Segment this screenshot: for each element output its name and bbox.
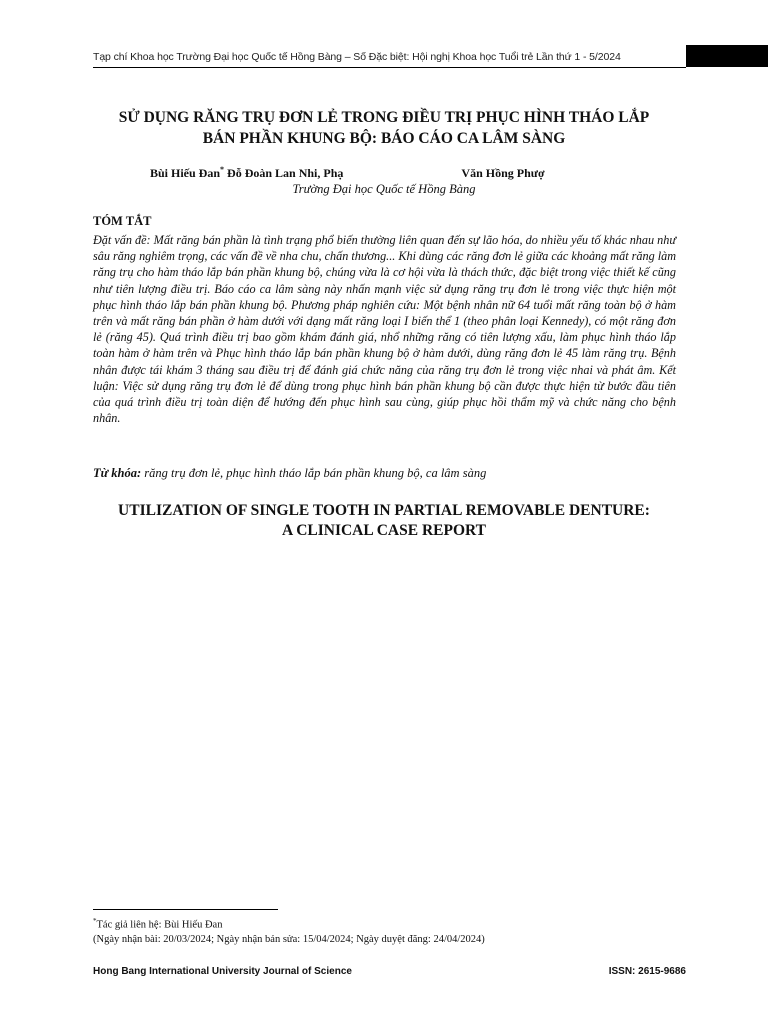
abstract-heading: TÓM TẮT [93, 214, 152, 228]
keywords [93, 466, 676, 481]
header-rule [93, 67, 686, 68]
article-title-english [60, 501, 708, 541]
footer-issn: ISSN: 2615-9686 [608, 966, 686, 977]
corresponding-author-text: Tác giả liên hệ: Bùi Hiếu Đan [96, 919, 223, 931]
corresponding-author-note [93, 914, 485, 933]
author-4: Văn Hồng Phượ [461, 166, 545, 180]
title-vn-line-1: SỬ DỤNG RĂNG TRỤ ĐƠN LẺ TRONG ĐIỀU TRỊ PHỤC HÌNH THÁO LẮP [118, 109, 650, 126]
header-black-tab [686, 45, 768, 67]
submission-dates: (Ngày nhận bài: 20/03/2024; Ngày nhận bản sửa: 15/04/2024; Ngày duyệt đăng: 24/04/2024) [93, 933, 485, 945]
author-2-3: Đỗ Đoàn Lan Nhi, Phạ [227, 166, 344, 180]
footnote [93, 914, 485, 947]
affiliation: Trường Đại học Quốc tế Hồng Bàng [292, 182, 476, 196]
abstract-body: Đặt vấn đề: Mất răng bán phần là tình trạng phổ biến thường liên quan đến sự lão hóa, do nhiều yếu tố khác nhau như sâu răng nghiêm trọng, các vấn đề về nha chu, chấn thương... Khi dùng các răng đơn lẻ giữa các khoảng mất răng làm răng trụ cho hàm tháo lắp bán phần khung bộ, chúng vừa là cơ hội vừa là thách thức, đặc biệt trong việc thiết kế cũng như tiên lượng điều trị. Báo cáo ca lâm sàng này nhấn mạnh việc sử dụng răng trụ đơn lẻ trong việc thực hiện một phục hình tháo lắp bán phần khung bộ. Phương pháp nghiên cứu: Một bệnh nhân nữ 64 tuổi mất răng toàn bộ ở hàm trên và mất răng bán phần ở hàm dưới với dạng mất răng loại I biến thể 1 (theo phân loại Kennedy), có một răng đơn lẻ (răng 45). Quá trình điều trị bao gồm khám đánh giá, nhổ những răng có tiên lượng xấu, làm phục hình tháo lắp toàn hàm ở hàm trên và Phục hình tháo lắp bán phần khung bộ ở hàm dưới, dùng răng đơn lẻ 45 làm răng trụ. Bệnh nhân được tái khám 3 tháng sau điều trị để đánh giá chức năng của răng trụ đơn lẻ trong việc nhai và phát âm. Kết luận: Việc sử dụng răng trụ đơn lẻ để dùng trong phục hình bán phần khung bộ cần được thực hiện từ bước đầu tiên của quá trình điều trị toàn diện để hướng đến phục hình sau cùng, giúp phục hồi thẩm mỹ và chức năng cho bệnh nhân. [93, 233, 676, 426]
author-list [150, 165, 545, 181]
journal-running-header: Tạp chí Khoa học Trường Đại học Quốc tế Hồng Bàng – Số Đặc biệt: Hội nghị Khoa học Tuổi trẻ Lần thứ 1 - 5/2024 [93, 51, 621, 63]
footnote-mark: * [93, 917, 97, 925]
footer-journal-name: Hong Bang International University Journal of Science [93, 966, 352, 977]
author-1: Bùi Hiếu Đan [150, 166, 221, 180]
article-title-vietnamese [60, 107, 708, 149]
keywords-label: Từ khóa: [93, 466, 142, 480]
corresponding-author-mark: * [220, 165, 225, 174]
title-vn-line-2: BÁN PHẦN KHUNG BỘ: BÁO CÁO CA LÂM SÀNG [202, 130, 566, 147]
footnote-rule [93, 909, 278, 910]
title-en-line-1: UTILIZATION OF SINGLE TOOTH IN PARTIAL REMOVABLE DENTURE: [118, 502, 650, 519]
keywords-text: răng trụ đơn lẻ, phục hình tháo lắp bán phần khung bộ, ca lâm sàng [141, 466, 487, 480]
title-en-line-2: A CLINICAL CASE REPORT [281, 522, 486, 539]
